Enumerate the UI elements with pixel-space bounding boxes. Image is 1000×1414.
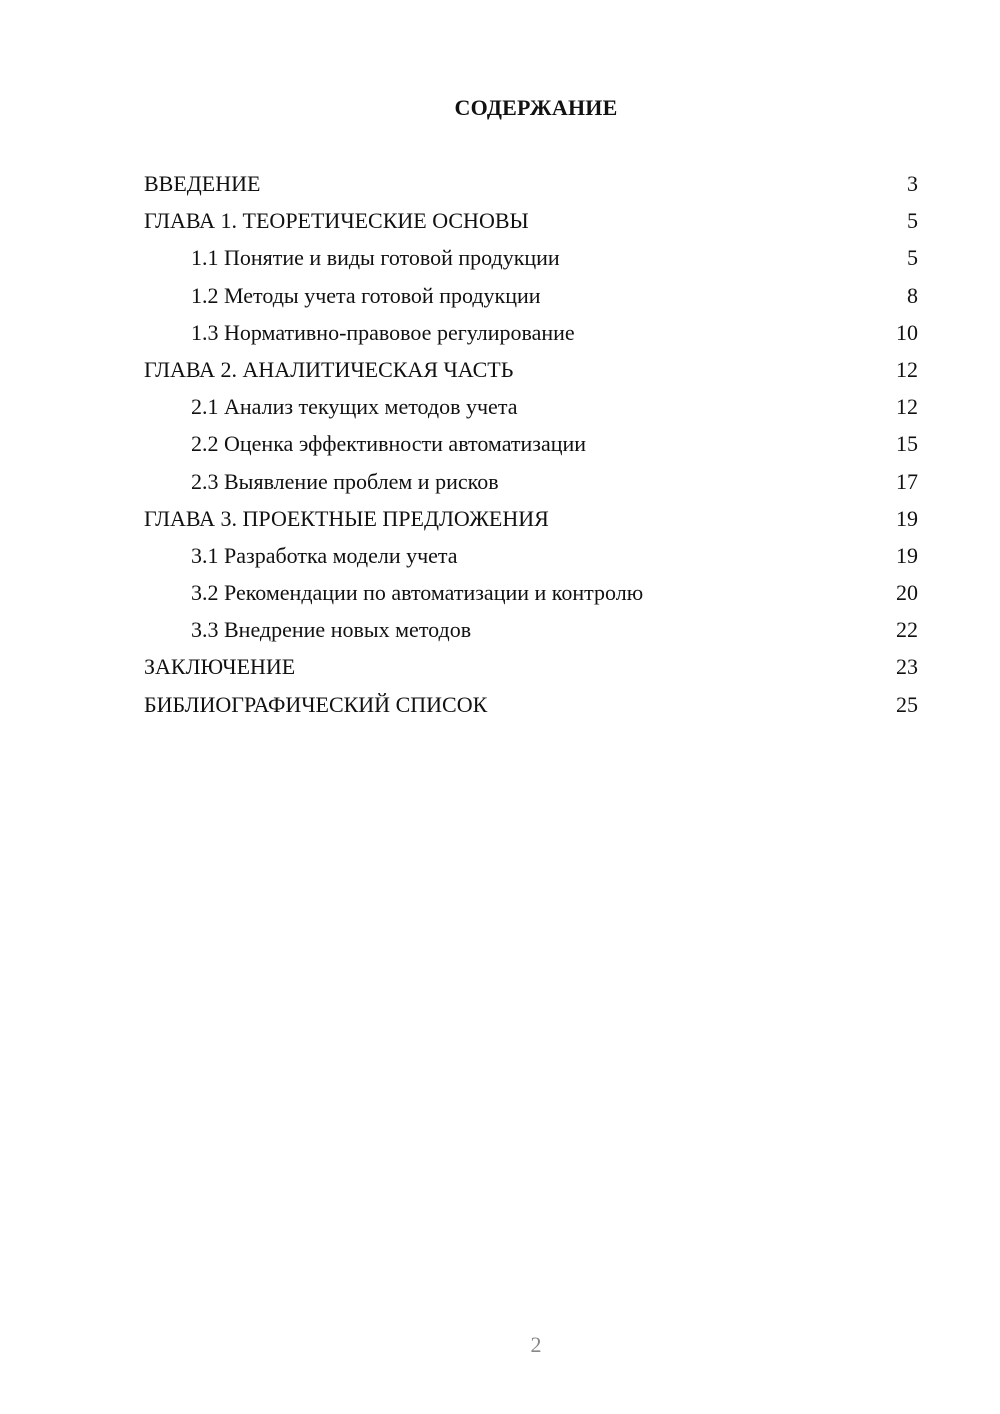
page-number: 2 [530, 1332, 542, 1357]
toc-entry-label: 2.1 Анализ текущих методов учета [191, 394, 518, 420]
toc-entry-page: 5 [907, 208, 918, 234]
toc-entry-label: ГЛАВА 2. АНАЛИТИЧЕСКАЯ ЧАСТЬ [144, 356, 514, 382]
toc-entry-label: 1.1 Понятие и виды готовой продукции [191, 245, 560, 271]
toc-entry [144, 165, 918, 202]
toc-entry [144, 314, 918, 351]
toc-entry [144, 648, 918, 685]
toc-entry [144, 425, 918, 462]
toc-entry-label: 1.2 Методы учета готовой продукции [191, 282, 541, 308]
table-of-contents [144, 165, 918, 723]
toc-entry-page: 5 [907, 245, 918, 271]
toc-entry [144, 686, 918, 723]
toc-entry [144, 537, 918, 574]
toc-entry-label: ГЛАВА 3. ПРОЕКТНЫЕ ПРЕДЛОЖЕНИЯ [144, 505, 549, 531]
toc-entry-label: БИБЛИОГРАФИЧЕСКИЙ СПИСОК [144, 691, 488, 717]
toc-entry-page: 22 [896, 617, 918, 643]
toc-entry-page: 15 [896, 431, 918, 457]
toc-entry-page: 12 [896, 394, 918, 420]
toc-entry [144, 388, 918, 425]
toc-entry-page: 19 [896, 542, 918, 568]
toc-entry-label: 3.2 Рекомендации по автоматизации и контролю [191, 580, 644, 606]
toc-entry-label: 2.3 Выявление проблем и рисков [191, 468, 499, 494]
toc-entry [144, 574, 918, 611]
toc-entry-label: 2.2 Оценка эффективности автоматизации [191, 431, 587, 457]
toc-entry-label: 3.1 Разработка модели учета [191, 542, 458, 568]
toc-entry [144, 202, 918, 239]
toc-entry-page: 12 [896, 356, 918, 382]
toc-entry-page: 23 [896, 654, 918, 680]
toc-entry-page: 10 [896, 319, 918, 345]
toc-entry-label: ЗАКЛЮЧЕНИЕ [144, 654, 296, 680]
toc-entry [144, 463, 918, 500]
toc-entry-label: ВВЕДЕНИЕ [144, 171, 261, 196]
toc-entry-page: 20 [896, 580, 918, 606]
toc-entry-label: 3.3 Внедрение новых методов [191, 617, 472, 643]
toc-entry-page: 17 [896, 468, 918, 494]
toc-entry-page: 25 [896, 691, 918, 717]
toc-entry [144, 239, 918, 276]
toc-entry [144, 611, 918, 648]
toc-entry-page: 3 [907, 171, 918, 196]
page-title: СОДЕРЖАНИЕ [454, 95, 618, 120]
toc-entry [144, 351, 918, 388]
toc-entry-page: 19 [896, 505, 918, 531]
toc-entry-page: 8 [907, 282, 918, 308]
toc-entry [144, 500, 918, 537]
toc-entry [144, 277, 918, 314]
toc-entry-label: ГЛАВА 1. ТЕОРЕТИЧЕСКИЕ ОСНОВЫ [144, 208, 529, 234]
toc-entry-label: 1.3 Нормативно-правовое регулирование [191, 319, 575, 345]
